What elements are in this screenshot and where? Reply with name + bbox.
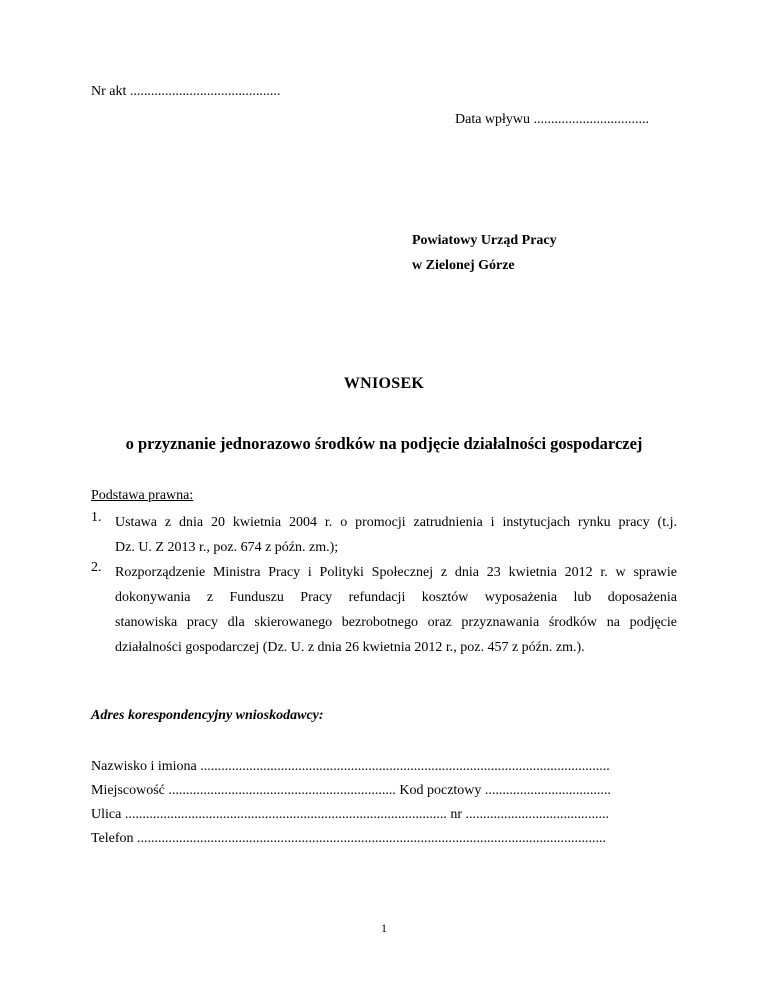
legal-basis-item-number: 1. [91,510,102,525]
name-field: Nazwisko i imiona ..................................................................................................................... [91,759,610,774]
legal-basis-item-number: 2. [91,560,102,575]
nr-akt-field: Nr akt ........................................... [91,84,281,99]
legal-basis-item-text [115,560,677,660]
legal-basis-item-text [115,510,677,560]
legal-basis-heading: Podstawa prawna: [91,488,194,503]
phone-field: Telefon ...................................................................................................................................... [91,831,607,846]
legal-basis-line: Dz. U. Z 2013 r., poz. 674 z późn. zm.); [115,540,339,555]
document-title: WNIOSEK [343,375,425,392]
address-section-heading: Adres korespondencyjny wnioskodawcy: [91,708,324,723]
document-subtitle: o przyznanie jednorazowo środków na podjęcie działalności gospodarczej [125,434,643,453]
addressee-line-1: Powiatowy Urząd Pracy [412,233,557,248]
page-number: 1 [381,921,387,935]
legal-basis-line: Rozporządzenie Ministra Pracy i Polityki Społecznej z dnia 23 kwietnia 2012 r. w sprawie [115,565,677,580]
data-wplywu-field: Data wpływu ................................. [455,112,650,127]
city-postcode-field: Miejscowość ................................................................. Kod pocztowy .................................... [91,783,611,798]
addressee-line-2: w Zielonej Górze [412,258,515,273]
legal-basis-line: dokonywania z Funduszu Pracy refundacji kosztów wyposażenia lub doposażenia [115,590,677,605]
legal-basis-line: działalności gospodarczej (Dz. U. z dnia 26 kwietnia 2012 r., poz. 457 z późn. zm.). [115,640,585,655]
legal-basis-line: stanowiska pracy dla skierowanego bezrobotnego oraz przyznawania środków na podjęcie [115,615,677,630]
legal-basis-line: Ustawa z dnia 20 kwietnia 2004 r. o promocji zatrudnienia i instytucjach rynku pracy (t.j. [115,515,677,530]
street-number-field: Ulica ............................................................................................ nr ......................................... [91,807,609,822]
